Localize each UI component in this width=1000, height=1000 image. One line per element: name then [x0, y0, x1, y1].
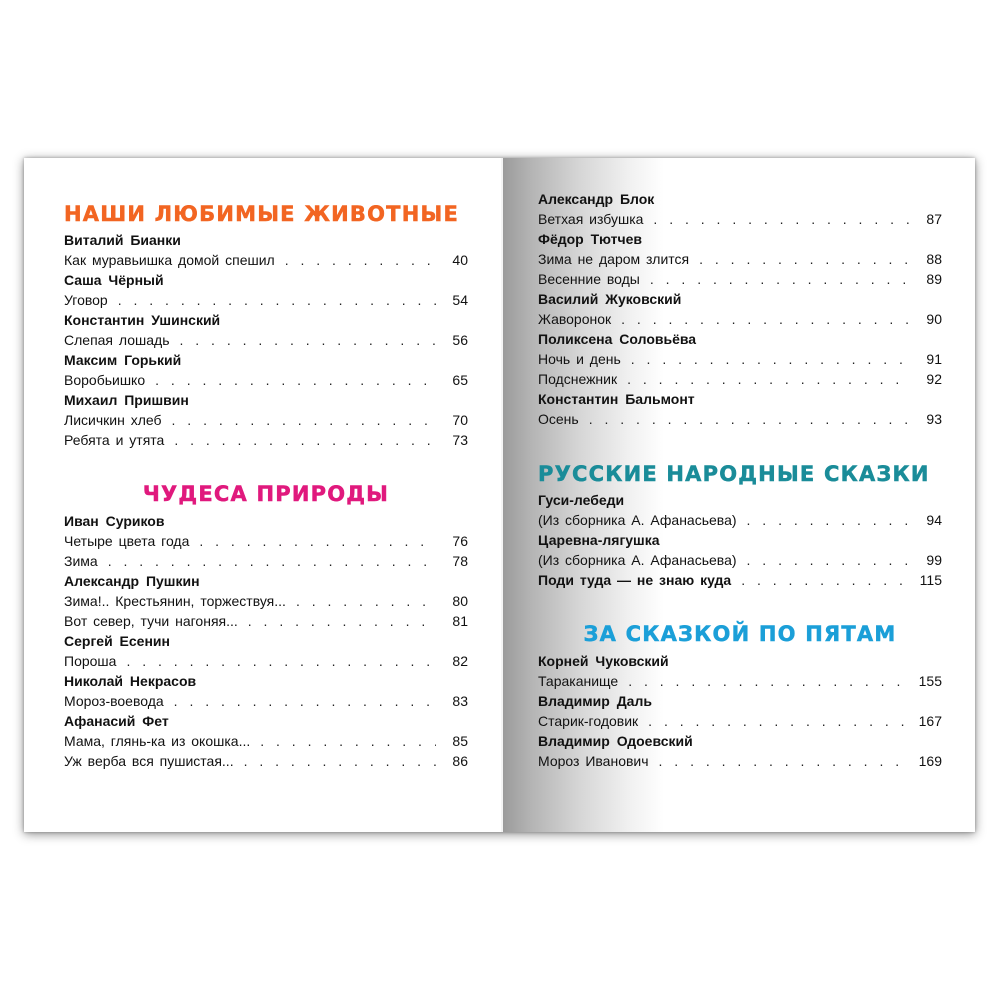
- leader-dots: [155, 371, 436, 389]
- page-number: 155: [918, 673, 942, 689]
- page-number: 83: [452, 693, 468, 709]
- entry-title: Весенние воды: [538, 271, 640, 287]
- leader-dots: [174, 431, 436, 449]
- page-number: 99: [926, 552, 942, 568]
- toc-entry[interactable]: [538, 270, 942, 288]
- toc-entry[interactable]: [538, 410, 942, 428]
- page-number: 56: [452, 332, 468, 348]
- page-number: 85: [452, 733, 468, 749]
- section-title: ЧУДЕСА ПРИРОДЫ: [142, 482, 390, 506]
- page-number: 76: [452, 533, 468, 549]
- entry-title: (Из сборника А. Афанасьева): [538, 552, 737, 568]
- toc-entry[interactable]: [64, 331, 468, 349]
- entry-title: Зима!.. Крестьянин, торжествуя...: [64, 593, 286, 609]
- author-name: Василий Жуковский: [538, 291, 682, 307]
- author-name: Виталий Бианки: [64, 232, 181, 248]
- page-number: 94: [926, 512, 942, 528]
- section-title: РУССКИЕ НАРОДНЫЕ СКАЗКИ: [538, 462, 930, 486]
- toc-entry[interactable]: [538, 712, 942, 730]
- leader-dots: [248, 612, 436, 630]
- author-name: Константин Бальмонт: [538, 391, 695, 407]
- toc-entry[interactable]: [64, 732, 468, 750]
- toc-entry[interactable]: [64, 431, 468, 449]
- author-name: Константин Ушинский: [64, 312, 221, 328]
- entry-title: Ветхая избушка: [538, 211, 644, 227]
- entry-title: Лисичкин хлеб: [64, 412, 162, 428]
- toc-entry[interactable]: [64, 291, 468, 309]
- toc-entry[interactable]: [538, 551, 942, 569]
- page-number: 87: [926, 211, 942, 227]
- leader-dots: [648, 712, 910, 730]
- toc-entry[interactable]: [538, 672, 942, 690]
- leader-dots: [589, 410, 910, 428]
- toc-entry[interactable]: [64, 532, 468, 550]
- author-name: Максим Горький: [64, 352, 182, 368]
- toc-entry[interactable]: [64, 612, 468, 630]
- leader-dots: [628, 672, 910, 690]
- leader-dots: [118, 291, 436, 309]
- author-name: Саша Чёрный: [64, 272, 164, 288]
- entry-title: Как муравьишка домой спешил: [64, 252, 275, 268]
- toc-entry[interactable]: [538, 250, 942, 268]
- entry-title: Мама, глянь-ка из окошка...: [64, 733, 251, 749]
- entry-title: Слепая лошадь: [64, 332, 170, 348]
- entry-title: Мороз-воевода: [64, 693, 164, 709]
- leader-dots: [296, 592, 436, 610]
- page-number: 78: [452, 553, 468, 569]
- entry-title: Зима: [64, 553, 98, 569]
- leader-dots: [621, 310, 910, 328]
- leader-dots: [659, 752, 910, 770]
- leader-dots: [172, 411, 436, 429]
- entry-title: Подснежник: [538, 371, 618, 387]
- page-number: 92: [926, 371, 942, 387]
- page-number: 54: [452, 292, 468, 308]
- author-name: Владимир Одоевский: [538, 733, 693, 749]
- author-name: Сергей Есенин: [64, 633, 170, 649]
- author-name: Михаил Пришвин: [64, 392, 189, 408]
- toc-entry[interactable]: [64, 251, 468, 269]
- page-number: 169: [918, 753, 942, 769]
- section-title: НАШИ ЛЮБИМЫЕ ЖИВОТНЫЕ: [64, 202, 459, 226]
- book-spread: [24, 158, 975, 832]
- toc-entry[interactable]: [64, 552, 468, 570]
- leader-dots: [126, 652, 436, 670]
- toc-entry[interactable]: [538, 350, 942, 368]
- page-number: 81: [452, 613, 468, 629]
- page-number: 82: [452, 653, 468, 669]
- toc-entry[interactable]: [538, 571, 942, 589]
- entry-title: Осень: [538, 411, 579, 427]
- entry-title: Уж верба вся пушистая...: [64, 753, 234, 769]
- section-title: ЗА СКАЗКОЙ ПО ПЯТАМ: [583, 622, 897, 646]
- page-number: 70: [452, 412, 468, 428]
- page-number: 91: [926, 351, 942, 367]
- leader-dots: [108, 552, 436, 570]
- entry-title: Поди туда — не знаю куда: [538, 572, 732, 588]
- page-number: 65: [452, 372, 468, 388]
- page-number: 88: [926, 251, 942, 267]
- page-number: 73: [452, 432, 468, 448]
- leader-dots: [699, 250, 910, 268]
- leader-dots: [260, 732, 436, 750]
- author-name: Фёдор Тютчев: [538, 231, 642, 247]
- page-number: 115: [919, 572, 942, 588]
- page-number: 90: [926, 311, 942, 327]
- entry-title: Уговор: [64, 292, 108, 308]
- leader-dots: [174, 692, 436, 710]
- leader-dots: [627, 370, 910, 388]
- toc-entry[interactable]: [64, 592, 468, 610]
- entry-title: Четыре цвета года: [64, 533, 190, 549]
- entry-title: (Из сборника А. Афанасьева): [538, 512, 737, 528]
- author-name: Корней Чуковский: [538, 653, 669, 669]
- toc-entry[interactable]: [538, 370, 942, 388]
- entry-title: Жаворонок: [538, 311, 612, 327]
- entry-title: Мороз Иванович: [538, 753, 649, 769]
- leader-dots: [285, 251, 436, 269]
- leader-dots: [199, 532, 436, 550]
- leader-dots: [244, 752, 436, 770]
- author-name: Иван Суриков: [64, 513, 165, 529]
- entry-title: Зима не даром злится: [538, 251, 690, 267]
- author-name: Александр Пушкин: [64, 573, 200, 589]
- page-number: 167: [918, 713, 942, 729]
- leader-dots: [747, 551, 910, 569]
- entry-title: Вот север, тучи нагоняя...: [64, 613, 238, 629]
- leader-dots: [653, 210, 910, 228]
- page-number: 40: [452, 252, 468, 268]
- toc-entry[interactable]: [538, 210, 942, 228]
- gutter-line: [501, 158, 503, 832]
- leader-dots: [741, 571, 910, 589]
- leader-dots: [180, 331, 437, 349]
- entry-title: Старик-годовик: [538, 713, 639, 729]
- tale-title: Гуси-лебеди: [538, 492, 625, 508]
- page-number: 80: [452, 593, 468, 609]
- leader-dots: [747, 511, 910, 529]
- tale-title: Царевна-лягушка: [538, 532, 660, 548]
- author-name: Николай Некрасов: [64, 673, 197, 689]
- author-name: Поликсена Соловьёва: [538, 331, 697, 347]
- author-name: Владимир Даль: [538, 693, 652, 709]
- toc-entry[interactable]: [538, 752, 942, 770]
- entry-title: Ночь и день: [538, 351, 621, 367]
- entry-title: Ребята и утята: [64, 432, 165, 448]
- toc-entry[interactable]: [538, 310, 942, 328]
- entry-title: Тараканище: [538, 673, 619, 689]
- leader-dots: [631, 350, 910, 368]
- author-name: Афанасий Фет: [64, 713, 169, 729]
- toc-entry[interactable]: [64, 371, 468, 389]
- page-number: 86: [452, 753, 468, 769]
- toc-entry[interactable]: [64, 752, 468, 770]
- toc-entry[interactable]: [538, 511, 942, 529]
- entry-title: Воробьишко: [64, 372, 146, 388]
- toc-entry[interactable]: [64, 411, 468, 429]
- leader-dots: [650, 270, 910, 288]
- author-name: Александр Блок: [538, 191, 655, 207]
- page-number: 93: [926, 411, 942, 427]
- toc-entry[interactable]: [64, 652, 468, 670]
- page-number: 89: [926, 271, 942, 287]
- entry-title: Пороша: [64, 653, 117, 669]
- toc-entry[interactable]: [64, 692, 468, 710]
